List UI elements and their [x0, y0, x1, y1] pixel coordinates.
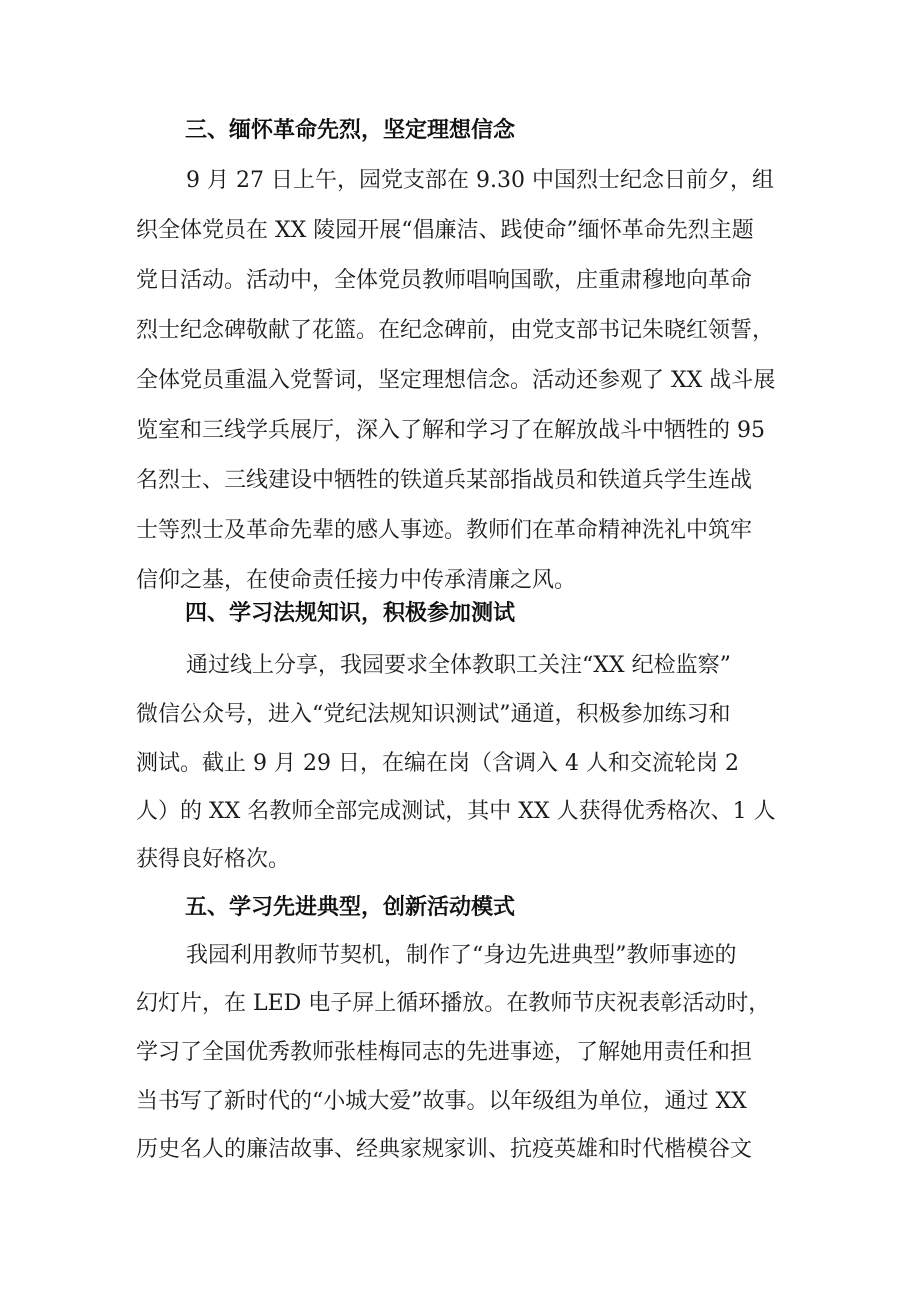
paragraph-line: 幻灯片，在 LED 电子屏上循环播放。在教师节庆祝表彰活动时， [136, 991, 771, 1016]
paragraph-line: 当书写了新时代的“小城大爱”故事。以年级组为单位，通过 XX [136, 1089, 747, 1114]
section-heading: 五、学习先进典型，创新活动模式 [185, 895, 516, 920]
paragraph-line: 人）的 XX 名教师全部完成测试，其中 XX 人获得优秀格次、1 人 [136, 799, 776, 824]
paragraph-line: 烈士纪念碑敬献了花篮。在纪念碑前，由党支部书记朱晓红领誓， [136, 318, 775, 343]
paragraph-line: 学习了全国优秀教师张桂梅同志的先进事迹，了解她用责任和担 [136, 1040, 753, 1065]
paragraph-line: 党日活动。活动中，全体党员教师唱响国歌，庄重肃穆地向革命 [136, 268, 753, 293]
paragraph-line: 历史名人的廉洁故事、经典家规家训、抗疫英雄和时代楷模谷文 [136, 1137, 753, 1162]
paragraph-line: 士等烈士及革命先辈的感人事迹。教师们在革命精神洗礼中筑牢 [136, 518, 753, 543]
section-heading: 三、缅怀革命先烈，坚定理想信念 [185, 118, 516, 143]
paragraph-line: 通过线上分享，我园要求全体教职工关注“XX 纪检监察” [186, 653, 731, 678]
paragraph-line: 览室和三线学兵展厅，深入了解和学习了在解放战斗中牺牲的 95 [136, 418, 765, 443]
paragraph-line: 织全体党员在 XX 陵园开展“倡廉洁、践使命”缅怀革命先烈主题 [136, 218, 754, 243]
paragraph-line: 获得良好格次。 [136, 847, 291, 872]
section-heading: 四、学习法规知识，积极参加测试 [185, 601, 516, 626]
paragraph-line: 信仰之基，在使命责任接力中传承清廉之风。 [136, 568, 577, 593]
paragraph-line: 测试。截止 9 月 29 日，在编在岗（含调入 4 人和交流轮岗 2 [136, 751, 739, 776]
paragraph-line: 微信公众号，进入“党纪法规知识测试”通道，积极参加练习和 [136, 702, 731, 727]
paragraph-line: 9 月 27 日上午，园党支部在 9.30 中国烈士纪念日前夕，组 [186, 168, 774, 193]
paragraph-line: 名烈士、三线建设中牺牲的铁道兵某部指战员和铁道兵学生连战 [136, 468, 753, 493]
paragraph-line: 全体党员重温入党誓词，坚定理想信念。活动还参观了 XX 战斗展 [136, 368, 776, 393]
paragraph-line: 我园利用教师节契机，制作了“身边先进典型”教师事迹的 [186, 943, 737, 968]
